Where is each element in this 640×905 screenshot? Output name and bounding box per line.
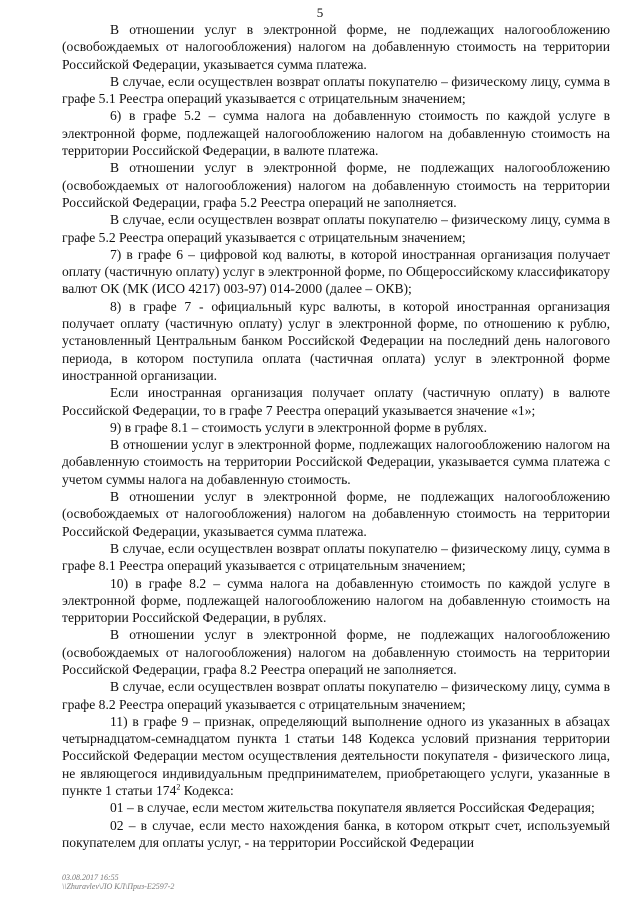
page-number: 5 xyxy=(316,5,324,20)
paragraph: В отношении услуг в электронной форме, не подлежащих налогообложению (освобождаемых от налогообложения) налогом на добавленную стоимость на территории Российской Федерации, указывается сумма платежа. xyxy=(62,489,610,539)
paragraph: В отношении услуг в электронной форме, подлежащих налогообложению налогом на добавленную стоимость на территории Российской Федерации, указывается сумма платежа с учетом суммы налога на добавленную стоимость. xyxy=(62,437,610,487)
paragraph: Если иностранная организация получает оплату (частичную оплату) в валюте Российской Федерации, то в графе 7 Реестра операций указывается значение «1»; xyxy=(62,385,610,418)
paragraph: 7) в графе 6 – цифровой код валюты, в которой иностранная организация получает оплату (частичную оплату) услуг в электронной форме, по Общероссийскому классификатору валют ОК (МК (ИСО 4217) 003-97) 014-2000 (далее – ОКВ); xyxy=(62,246,610,297)
paragraph: В случае, если осуществлен возврат оплаты покупателю – физическому лицу, сумма в графе 5.1 Реестра операций указывается с отрицательным значением; xyxy=(62,73,610,107)
paragraph-item-11-text: 11) в графе 9 – признак, определяющий выполнение одного из указанных в абзацах четырнадцатом-семнадцатом пункта 1 статьи 148 Кодекса условий признания территории Российской Федерации местом осуществления деятельности покупателя - физического лица, не являющегося индивидуальным предпринимателем, приобретающего услуги, указанные в пункте 1 статьи 174 xyxy=(62,713,610,799)
paragraph: В случае, если осуществлен возврат оплаты покупателю – физическому лицу, сумма в графе 8.1 Реестра операций указывается с отрицательным значением; xyxy=(62,540,610,574)
paragraph: 9) в графе 8.1 – стоимость услуги в электронной форме в рублях. xyxy=(110,419,488,435)
code-item: 02 – в случае, если место нахождения банка, в котором открыт счет, используемый покупателем для оплаты услуг, - на территории Российской Федерации xyxy=(62,817,610,850)
paragraph: В отношении услуг в электронной форме, не подлежащих налогообложению (освобождаемых от налогообложения) налогом на добавленную стоимость на территории Российской Федерации, графа 8.2 Реестра операций не заполняется. xyxy=(62,627,610,677)
paragraph: 10) в графе 8.2 – сумма налога на добавленную стоимость по каждой услуге в электронной форме, подлежащей налогообложению налогом на добавленную стоимость на территории Российской Федерации, в рублях. xyxy=(62,575,610,626)
paragraph: В отношении услуг в электронной форме, не подлежащих налогообложению (освобождаемых от налогообложения) налогом на добавленную стоимость на территории Российской Федерации, графа 5.2 Реестра операций не заполняется. xyxy=(62,160,610,210)
footer-doc-ref: \\Zhuravlev\ЛО КЛ\Приз-Е2597-2 xyxy=(62,882,175,891)
paragraph: 8) в графе 7 - официальный курс валюты, в которой иностранная организация получает оплату (частичную оплату) услуг в электронной форме, по отношению к рублю, установленный Центральным банком Российской Федерации на последний день налогового периода, в котором поступила оплата (частичная оплата) услуг в электронной форме иностранной организации. xyxy=(62,298,610,383)
paragraph-item-11-tail: Кодекса: xyxy=(180,783,234,799)
paragraph: В отношении услуг в электронной форме, не подлежащих налогообложению (освобождаемых от налогообложения) налогом на добавленную стоимость на территории Российской Федерации, указывается сумма платежа. xyxy=(62,22,610,72)
paragraph: 6) в графе 5.2 – сумма налога на добавленную стоимость по каждой услуге в электронной форме, подлежащей налогообложению налогом на добавленную стоимость на территории Российской Федерации, в валюте платежа. xyxy=(62,108,610,159)
code-item: 01 – в случае, если местом жительства покупателя является Российская Федерация; xyxy=(110,800,595,816)
superscript: 2 xyxy=(176,782,181,792)
paragraph: В случае, если осуществлен возврат оплаты покупателю – физическому лицу, сумма в графе 5.2 Реестра операций указывается с отрицательным значением; xyxy=(62,212,610,245)
document-body xyxy=(62,21,610,851)
paragraph-item-11 xyxy=(62,713,610,799)
footer-timestamp: 03.08.2017 16:55 xyxy=(62,873,119,882)
paragraph: В случае, если осуществлен возврат оплаты покупателю – физическому лицу, сумма в графе 8.2 Реестра операций указывается с отрицательным значением; xyxy=(62,679,610,712)
footer-stamp xyxy=(62,873,174,891)
